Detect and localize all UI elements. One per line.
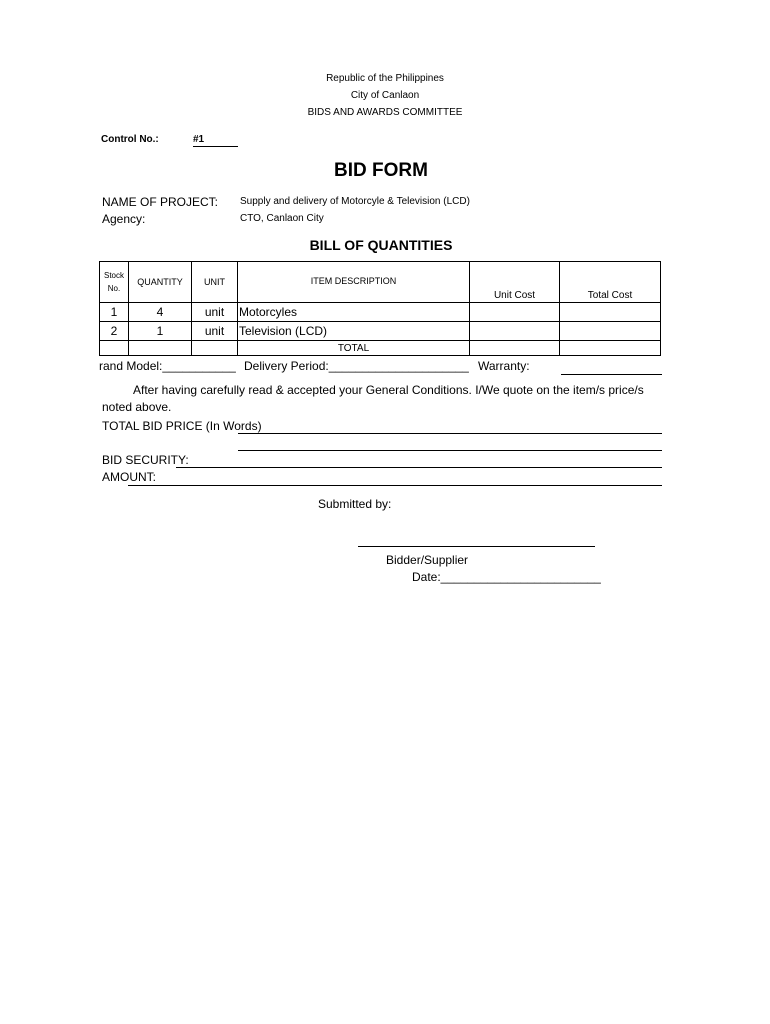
header-unit: UNIT — [192, 262, 238, 303]
warranty-label: Warranty: — [478, 359, 530, 373]
delivery-period-field: Delivery Period:_____________________ — [244, 359, 469, 373]
control-no-label: Control No.: — [101, 134, 159, 145]
row-quantity: 1 — [129, 322, 192, 341]
header-unit-cost: Unit Cost — [470, 262, 560, 303]
statement-line-2: noted above. — [102, 400, 172, 414]
agency-value: CTO, Canlaon City — [240, 213, 324, 224]
amount-label: AMOUNT: — [102, 470, 156, 484]
bill-of-quantities-table — [99, 261, 661, 356]
header-city: City of Canlaon — [350, 90, 420, 101]
total-unit-cost — [470, 341, 560, 356]
bid-security-line — [176, 467, 662, 468]
total-row-blank — [192, 341, 238, 356]
control-no-value: #1 — [193, 134, 238, 147]
row-stock: 2 — [100, 322, 129, 341]
total-row-blank — [129, 341, 192, 356]
header-stock-no: Stock No. — [100, 262, 129, 303]
project-name-value: Supply and delivery of Motorcyle & Television (LCD) — [240, 196, 470, 207]
boq-title: BILL OF QUANTITIES — [309, 237, 453, 253]
signature-line — [358, 546, 595, 547]
total-bid-price-line-2 — [238, 450, 662, 451]
bid-security-label: BID SECURITY: — [102, 453, 189, 467]
table-total-row — [100, 341, 661, 356]
table-row — [100, 322, 661, 341]
amount-line — [128, 485, 662, 486]
date-field: Date:________________________ — [412, 570, 601, 584]
statement-line-1: After having carefully read & accepted your General Conditions. I/We quote on the item/s price/s — [133, 383, 644, 397]
header-committee: BIDS AND AWARDS COMMITTEE — [307, 107, 463, 118]
total-bid-price-line-1 — [238, 433, 662, 434]
header-quantity: QUANTITY — [129, 262, 192, 303]
bidder-supplier-label: Bidder/Supplier — [386, 553, 469, 567]
project-name-label: NAME OF PROJECT: — [102, 195, 219, 209]
submitted-by-label: Submitted by: — [318, 497, 392, 511]
header-item-description: ITEM DESCRIPTION — [238, 262, 470, 303]
header-republic: Republic of the Philippines — [326, 73, 444, 84]
table-header-row — [100, 262, 661, 303]
brand-model-field: rand Model:___________ — [99, 359, 236, 373]
page-title: BID FORM — [334, 160, 428, 181]
warranty-line — [561, 374, 662, 375]
total-row-blank — [100, 341, 129, 356]
total-total-cost — [560, 341, 661, 356]
row-unit-cost — [470, 322, 560, 341]
total-bid-price-label: TOTAL BID PRICE (In Words) — [102, 419, 262, 433]
header-total-cost: Total Cost — [560, 262, 661, 303]
row-stock: 1 — [100, 303, 129, 322]
row-description: Television (LCD) — [238, 322, 470, 341]
row-total-cost — [560, 322, 661, 341]
row-total-cost — [560, 303, 661, 322]
row-description: Motorcyles — [238, 303, 470, 322]
row-unit-cost — [470, 303, 560, 322]
table-row — [100, 303, 661, 322]
row-unit: unit — [192, 303, 238, 322]
agency-label: Agency: — [102, 212, 146, 226]
total-label: TOTAL — [238, 341, 470, 356]
row-unit: unit — [192, 322, 238, 341]
row-quantity: 4 — [129, 303, 192, 322]
